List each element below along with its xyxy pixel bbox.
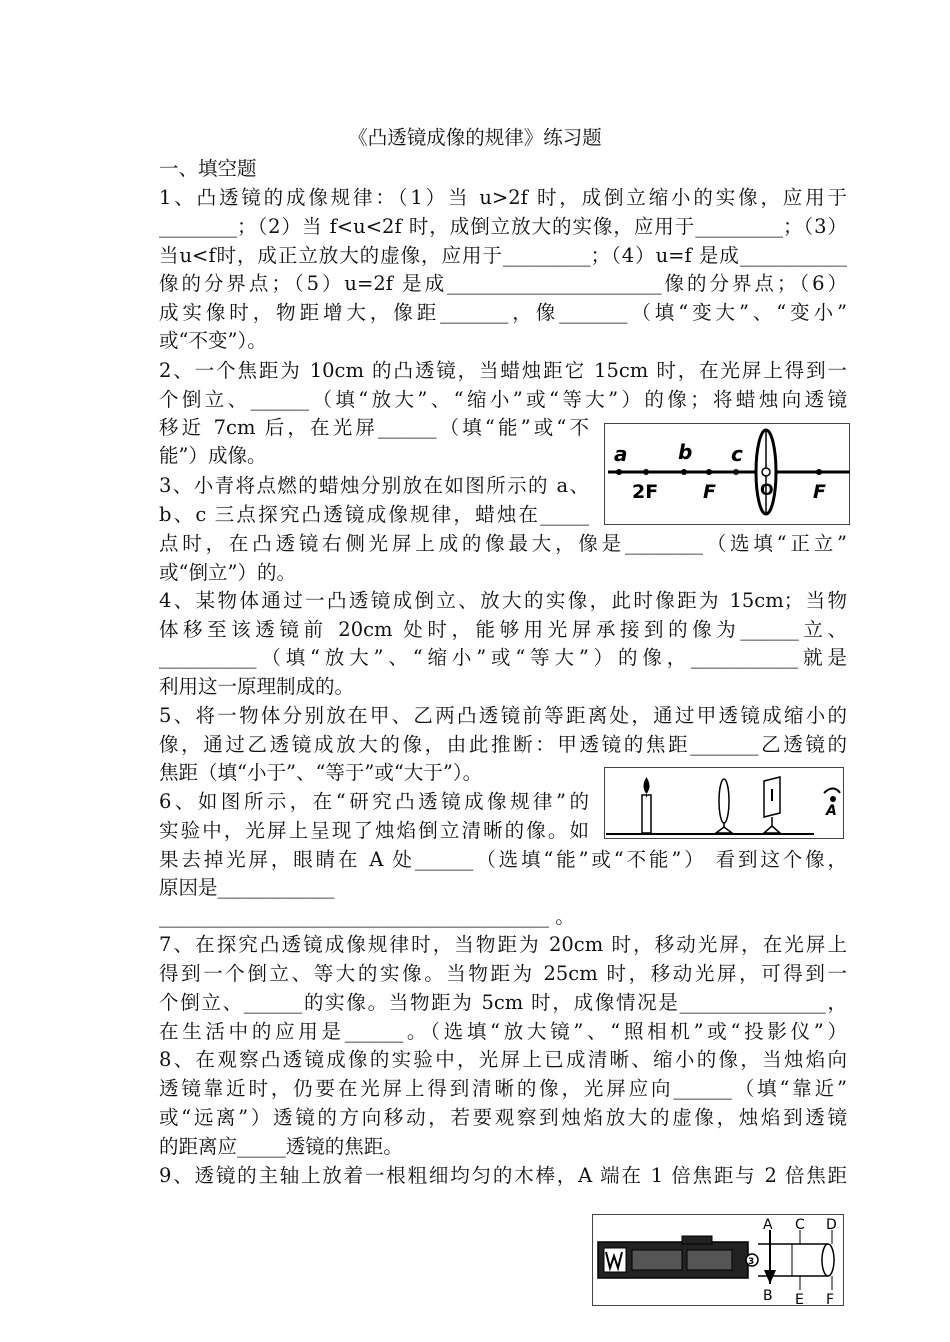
light-screen bbox=[764, 777, 780, 833]
page-title: 《凸透镜成像的规律》练习题 bbox=[348, 126, 602, 149]
point-b bbox=[681, 469, 687, 475]
question-3-line-4: 或“倒立”）的。 bbox=[159, 561, 296, 584]
question-6-line-3: 果去掉光屏，眼睛在 A 处______（选填“能”或“不能”） 看到这个像， bbox=[159, 848, 847, 871]
question-7-line-3: 个倒立、______的实像。当物距为 5cm 时，成像情况是_______________， bbox=[159, 991, 847, 1014]
question-4-line-1: 4、某物体通过一凸透镜成倒立、放大的实像，此时像距为 15cm；当物 bbox=[159, 589, 847, 612]
question-8-line-3: 或“远离”）透镜的方向移动，若要观察到烛焰放大的虚像，烛焰到透镜 bbox=[159, 1106, 847, 1129]
question-4-line-3: __________（填“放大”、“缩小”或“等大”）的像，___________就是 bbox=[159, 646, 847, 669]
question-1-line-4: 像的分界点；（5）u=2f 是成______________________像的分界点；（6） bbox=[159, 272, 847, 295]
point-f-right bbox=[816, 469, 822, 475]
label-c: c bbox=[731, 442, 743, 466]
question-3-line-1: 3、小青将点燃的蜡烛分别放在如图所示的 a、 bbox=[159, 474, 589, 497]
label-b: b bbox=[678, 440, 693, 464]
label-b: B bbox=[763, 1288, 773, 1304]
label-a: a bbox=[614, 442, 628, 466]
question-1-line-6: 或“不变”）。 bbox=[159, 329, 267, 352]
question-1-line-1: 1、凸透镜的成像规律：（1）当 u>2f 时，成倒立缩小的实像，应用于 bbox=[159, 186, 847, 209]
tube-body bbox=[598, 1236, 758, 1278]
svg-text:3: 3 bbox=[748, 1257, 755, 1267]
label-f: F bbox=[826, 1292, 835, 1306]
optical-bench-figure bbox=[604, 767, 844, 839]
question-7-line-2: 得到一个倒立、等大的实像。当物距为 25cm 时，移动光屏，可得到一 bbox=[159, 962, 847, 985]
point-2f bbox=[643, 469, 649, 475]
question-2-line-1: 2、一个焦距为 10cm 的凸透镜，当蜡烛距它 15cm 时，在光屏上得到一 bbox=[159, 359, 847, 382]
point-c bbox=[733, 469, 739, 475]
label-o: O bbox=[760, 480, 774, 499]
question-2-line-2: 个倒立、______（填“放大”、“缩小”或“等大”）的像；将蜡烛向透镜 bbox=[159, 388, 847, 411]
lens-axis-figure bbox=[604, 423, 850, 525]
eye-icon bbox=[824, 789, 840, 794]
question-6-line-5: ________________________________________ 。 bbox=[159, 905, 575, 928]
question-7-line-1: 7、在探究凸透镜成像规律时，当物距为 20cm 时，移动光屏，在光屏上 bbox=[159, 933, 847, 956]
question-5-line-2: 像，通过乙透镜成放大的像，由此推断：甲透镜的焦距_______乙透镜的 bbox=[159, 733, 847, 756]
question-3-line-2: b、c 三点探究凸透镜成像规律，蜡烛在_____ bbox=[159, 503, 589, 526]
question-9-line-1: 9、透镜的主轴上放着一根粗细均匀的木棒，A 端在 1 倍焦距与 2 倍焦距 bbox=[159, 1164, 847, 1187]
question-1-line-2: ________；（2）当 f<u<2f 时，成倒立放大的实像，应用于_________；（3） bbox=[159, 215, 847, 238]
candle bbox=[642, 777, 651, 833]
lens-on-stand bbox=[716, 779, 732, 833]
label-c: C bbox=[795, 1217, 805, 1233]
question-8-line-1: 8、在观察凸透镜成像的实验中，光屏上已成清晰、缩小的像，当烛焰向 bbox=[159, 1048, 847, 1071]
point-a bbox=[616, 469, 622, 475]
question-6-line-2: 实验中，光屏上呈现了烛焰倒立清晰的像。如 bbox=[159, 819, 589, 842]
section-heading: 一、填空题 bbox=[159, 157, 257, 180]
question-3-line-3: 点时，在凸透镜右侧光屏上成的像最大，像是________（选填“正立” bbox=[159, 532, 847, 555]
question-8-line-4: 的距离应_____透镜的焦距。 bbox=[159, 1135, 403, 1158]
label-d: D bbox=[826, 1217, 837, 1233]
question-6-line-4: 原因是____________ bbox=[159, 876, 335, 899]
question-8-line-2: 透镜靠近时，仍要在光屏上得到清晰的像，光屏应向______（填“靠近” bbox=[159, 1077, 847, 1100]
point-f-left bbox=[706, 469, 712, 475]
question-4-line-4: 利用这一原理制成的。 bbox=[159, 675, 355, 698]
label-f-right: F bbox=[813, 481, 826, 503]
tube-lens-figure bbox=[592, 1214, 844, 1306]
question-1-line-3: 当u<f时，成正立放大的虚像，应用于_________；（4）u=f 是成___________ bbox=[159, 244, 847, 267]
label-2f: 2F bbox=[632, 481, 659, 503]
question-1-line-5: 成实像时，物距增大，像距_______，像_______（填“变大”、“变小” bbox=[159, 301, 847, 324]
question-2-line-4: 能”）成像。 bbox=[159, 444, 267, 467]
label-eye-a: A bbox=[826, 803, 837, 819]
question-7-line-4: 在生活中的应用是______。（选填“放大镜”、“照相机”或“投影仪”） bbox=[159, 1020, 847, 1043]
question-5-line-1: 5、将一物体分别放在甲、乙两凸透镜前等距离处，通过甲透镜成缩小的 bbox=[159, 704, 847, 727]
label-a: A bbox=[763, 1217, 773, 1233]
question-4-line-2: 体移至该透镜前 20cm 处时，能够用光屏承接到的像为______立、 bbox=[159, 618, 847, 641]
label-e: E bbox=[795, 1292, 804, 1306]
question-2-line-3: 移近 7cm 后，在光屏______（填“能”或“不 bbox=[159, 416, 589, 439]
question-6-line-1: 6、如图所示，在“研究凸透镜成像规律”的 bbox=[159, 790, 589, 813]
question-5-line-3: 焦距（填“小于”、“等于”或“大于”）。 bbox=[159, 761, 483, 784]
label-f-left: F bbox=[703, 481, 716, 503]
